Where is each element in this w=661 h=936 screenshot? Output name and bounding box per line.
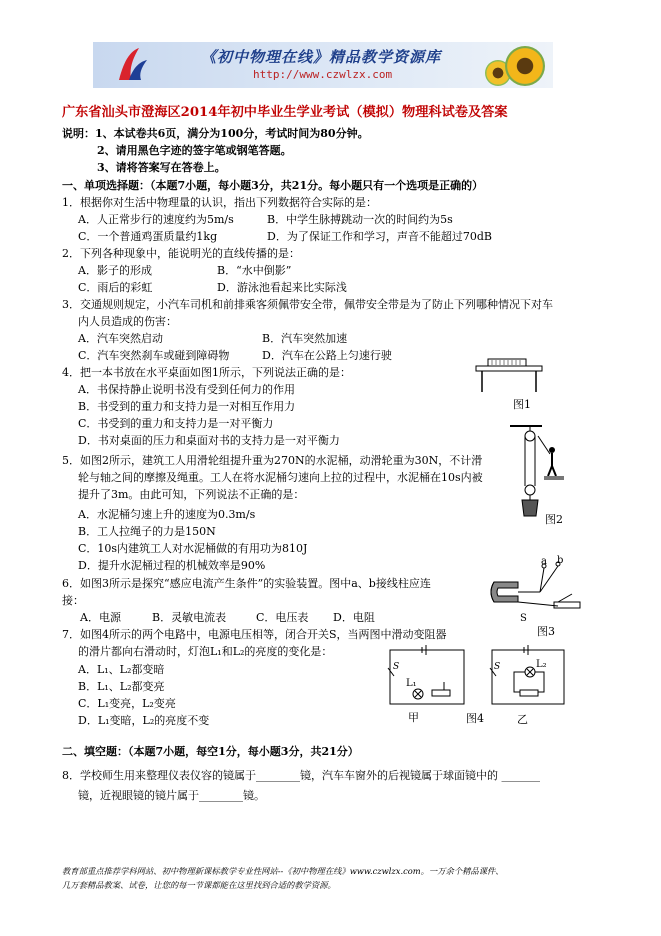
section-heading-1: 一、单项选择题：（本题7小题，每小题3分，共21分。每小题只有一个选项是正确的） (62, 179, 484, 192)
q2-option-d: D．游泳池看起来比实际浅 (217, 281, 347, 294)
q4-option-d: D．书对桌面的压力和桌面对书的支持力是一对平衡力 (78, 434, 340, 447)
q5-option-d: D．提升水泥桶过程的机械效率是90% (78, 559, 266, 572)
q7-stem-2: 的滑片都向右滑动时，灯泡L₁和L₂的亮度的变化是： (78, 645, 333, 658)
q3-stem-1: 3．交通规则规定，小汽车司机和前排乘客须佩带安全带，佩带安全带是为了防止下列哪种情况下对车 (62, 298, 553, 311)
q1-option-a: A．人正常步行的速度约为5m/s (78, 213, 234, 226)
q8-line-2: 镜，近视眼镜的镜片属于________镜。 (78, 789, 265, 802)
figure-3-induction-apparatus (488, 558, 584, 628)
q3-option-d: D．汽车在公路上匀速行驶 (262, 349, 392, 362)
q1-option-c: C．一个普通鸡蛋质量约1kg (78, 230, 218, 243)
figure-4-circuit-yi (490, 648, 566, 708)
q2-stem: 2．下列各种现象中，能说明光的直线传播的是： (62, 247, 300, 260)
figure-4-yi-label: 乙 (517, 713, 528, 726)
q6-option-a: A．电源 (80, 611, 121, 624)
note-3: 3、请将答案写在答卷上。 (97, 161, 226, 174)
section-heading-2: 二、填空题：（本题7小题，每空1分，每小题3分，共21分） (62, 745, 359, 758)
q3-option-c: C．汽车突然刹车或碰到障碍物 (78, 349, 230, 362)
figure-4-yi-lamp-label: L₂ (536, 659, 547, 670)
sunflower-icon (505, 46, 545, 86)
header-banner (93, 42, 553, 88)
q2-option-b: B．“水中倒影” (217, 264, 292, 277)
footer-line-2: 几万套精品教案、试卷，让您的每一节课都能在这里找到合适的教学资源。 (62, 880, 336, 890)
q5-option-a: A．水泥桶匀速上升的速度为0.3m/s (78, 508, 256, 521)
q5-stem-3: 提升了3m。由此可知，下列说法不正确的是： (78, 488, 305, 501)
q7-option-a: A．L₁、L₂都变暗 (78, 663, 165, 676)
note-1: 说明：1、本试卷共6页，满分为100分，考试时间为80分钟。 (62, 127, 369, 140)
q6-option-c: C．电压表 (256, 611, 309, 624)
q2-option-c: C．雨后的彩虹 (78, 281, 153, 294)
page-title: 广东省汕头市澄海区2014年初中毕业生学业考试（模拟）物理科试卷及答案 (62, 105, 508, 120)
q1-option-d: D．为了保证工作和学习，声音不能超过70dB (267, 230, 492, 243)
q4-stem: 4．把一本书放在水平桌面如图1所示，下列说法正确的是： (62, 366, 351, 379)
q4-option-a: A．书保持静止说明书没有受到任何力的作用 (78, 383, 295, 396)
q1-option-b: B．中学生脉搏跳动一次的时间约为5s (267, 213, 453, 226)
figure-3-terminal-b: b (557, 555, 564, 566)
q5-stem-1: 5．如图2所示，建筑工人用滑轮组提升重为270N的水泥桶，动滑轮重为30N，不计滑 (62, 454, 483, 467)
q2-option-a: A．影子的形成 (78, 264, 152, 277)
logo-icon (115, 46, 149, 84)
q3-stem-2: 内人员造成的伤害： (78, 315, 177, 328)
q6-stem-2: 接： (62, 594, 84, 607)
q7-option-d: D．L₁变暗，L₂的亮度不变 (78, 714, 210, 727)
figure-1-label: 图1 (513, 398, 531, 411)
footer (62, 864, 504, 892)
figure-2-pulley (506, 424, 566, 524)
figure-4-jia-label: 甲 (408, 711, 419, 724)
figure-4-yi-switch: S (494, 662, 501, 672)
figure-3-label: 图3 (537, 625, 555, 638)
q5-option-b: B．工人拉绳子的力是150N (78, 525, 216, 538)
banner-title: 《初中物理在线》精品教学资源库 (201, 48, 442, 66)
q5-option-c: C．10s内建筑工人对水泥桶做的有用功为810J (78, 542, 308, 555)
q3-option-b: B．汽车突然加速 (262, 332, 348, 345)
q7-option-b: B．L₁、L₂都变亮 (78, 680, 165, 693)
q7-option-c: C．L₁变亮，L₂变亮 (78, 697, 176, 710)
q6-option-d: D．电阻 (333, 611, 375, 624)
figure-4-jia-switch: S (393, 662, 400, 672)
q5-stem-2: 轮与轴之间的摩擦及绳重。工人在将水泥桶匀速向上拉的过程中，水泥桶在10s内被 (78, 471, 483, 484)
footer-line-1: 教育部重点推荐学科网站、初中物理新课标教学专业性网站--《初中物理在线》www.czwlzx.com。一万余个精品课件、 (62, 866, 504, 876)
q6-option-b: B．灵敏电流表 (152, 611, 227, 624)
figure-3-switch-label: S (520, 613, 527, 624)
q3-option-a: A．汽车突然启动 (78, 332, 163, 345)
q4-option-c: C．书受到的重力和支持力是一对平衡力 (78, 417, 274, 430)
banner-url: http://www.czwlzx.com (253, 68, 393, 81)
figure-4-jia-lamp-label: L₁ (406, 678, 417, 689)
figure-4-circuit-jia (388, 648, 468, 708)
figure-3-terminal-a: a (541, 556, 547, 567)
note-2: 2、请用黑色字迹的签字笔或钢笔答题。 (97, 144, 292, 157)
q7-stem-1: 7．如图4所示的两个电路中，电源电压相等，闭合开关S，当两图中滑动变阻器 (62, 628, 447, 641)
figure-1-book-on-table (472, 356, 552, 396)
q4-option-b: B．书受到的重力和支持力是一对相互作用力 (78, 400, 296, 413)
q8-line-1: 8．学校师生用来整理仪表仪容的镜属于________镜，汽车车窗外的后视镜属于球面镜中的 _______ (62, 769, 540, 782)
figure-4-label: 图4 (466, 712, 484, 725)
q1-stem: 1．根据你对生活中物理量的认识，指出下列数据符合实际的是： (62, 196, 377, 209)
q6-stem-1: 6．如图3所示是探究“感应电流产生条件”的实验装置。图中a、b接线柱应连 (62, 577, 431, 590)
figure-2-label: 图2 (545, 513, 563, 526)
